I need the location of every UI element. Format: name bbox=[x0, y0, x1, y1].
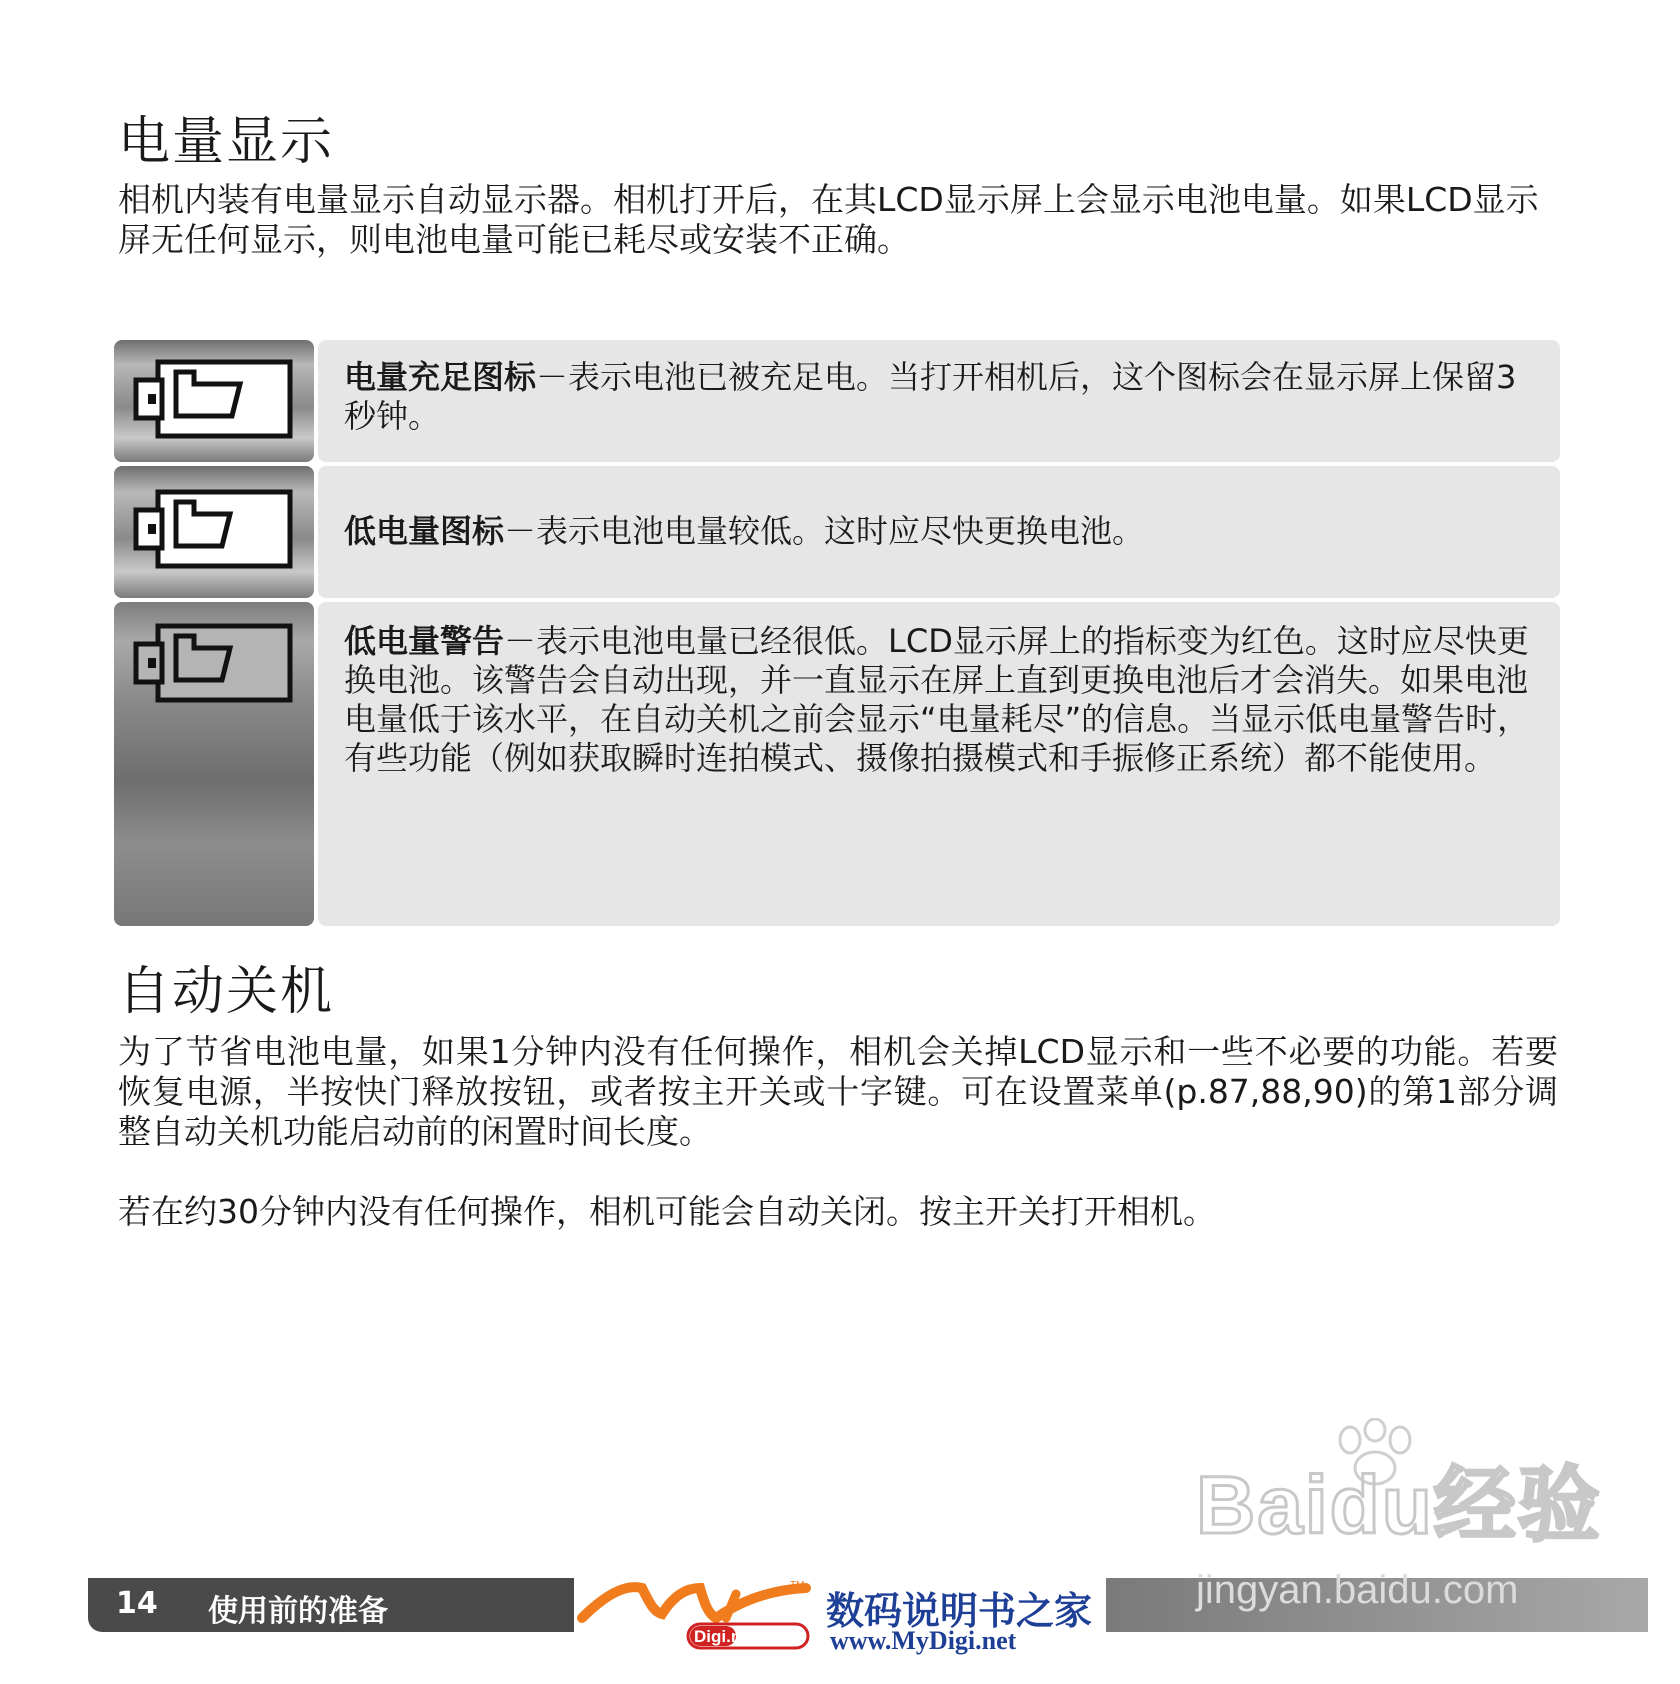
battery-full-desc: －表示电池已被充足电。当打开相机后，这个图标会在显示屏上保留3秒钟。 bbox=[344, 358, 1517, 435]
battery-low-box bbox=[318, 466, 1560, 598]
logo-tm: TM bbox=[790, 1580, 805, 1591]
brand-url: www.MyDigi.net bbox=[830, 1626, 1017, 1655]
battery-low-icon bbox=[132, 488, 294, 570]
battery-low-term: 低电量图标 bbox=[344, 512, 505, 550]
battery-warning-desc: －表示电池电量已经很低。LCD显示屏上的指标变为红色。这时应尽快更换电池。该警告会自动出现，并一直显示在屏上直到更换电池后才会消失。如果电池电量低于该水平，在自动关机之前会显示“电量耗尽”的信息。当显示低电量警告时，有些功能（例如获取瞬时连拍模式、摄像拍摄模式和手振修正系统）都不能使用。 bbox=[344, 622, 1530, 777]
battery-low-text bbox=[344, 512, 1538, 551]
footer-section-name: 使用前的准备 bbox=[208, 1594, 388, 1629]
battery-low-thumbnail bbox=[114, 466, 314, 598]
baidu-watermark-logo: Baidu经验 bbox=[1196, 1460, 1602, 1551]
battery-warning-row bbox=[114, 602, 1560, 926]
battery-warning-thumbnail bbox=[114, 602, 314, 926]
battery-full-icon bbox=[132, 358, 294, 440]
battery-warning-box bbox=[318, 602, 1560, 926]
battery-full-row bbox=[114, 340, 1560, 462]
logo-digi-net: Digi.net bbox=[694, 1627, 757, 1646]
battery-warning-text bbox=[344, 622, 1538, 778]
brand-name: 数码说明书之家 bbox=[826, 1588, 1093, 1633]
section-title-auto-off: 自动关机 bbox=[118, 962, 335, 1022]
baidu-watermark-url: jingyan.baidu.com bbox=[1196, 1568, 1519, 1612]
battery-warning-icon bbox=[132, 622, 294, 704]
battery-low-row bbox=[114, 466, 1560, 598]
auto-off-description: 为了节省电池电量，如果1分钟内没有任何操作，相机会关掉LCD显示和一些不必要的功能。若要恢复电源，半按快门释放按钮，或者按主开关或十字键。可在设置菜单(p.87,88,90)的第1部分调整自动关机功能启动前的闲置时间长度。 bbox=[118, 1032, 1558, 1151]
section-title-battery: 电量显示 bbox=[118, 112, 335, 172]
auto-off-note: 若在约30分钟内没有任何操作，相机可能会自动关闭。按主开关打开相机。 bbox=[118, 1192, 1216, 1231]
battery-description: 相机内装有电量显示自动显示器。相机打开后，在其LCD显示屏上会显示电池电量。如果LCD显示屏无任何显示，则电池电量可能已耗尽或安装不正确。 bbox=[118, 180, 1539, 259]
battery-full-thumbnail bbox=[114, 340, 314, 462]
battery-low-desc: －表示电池电量较低。这时应尽快更换电池。 bbox=[504, 512, 1145, 550]
mydigi-logo-icon bbox=[576, 1574, 816, 1650]
battery-full-box bbox=[318, 340, 1560, 462]
battery-full-text bbox=[344, 358, 1538, 436]
page-number: 14 bbox=[116, 1586, 158, 1621]
battery-warning-term: 低电量警告 bbox=[344, 622, 505, 660]
battery-full-term: 电量充足图标 bbox=[344, 358, 537, 396]
footer-page-bar bbox=[88, 1578, 574, 1632]
